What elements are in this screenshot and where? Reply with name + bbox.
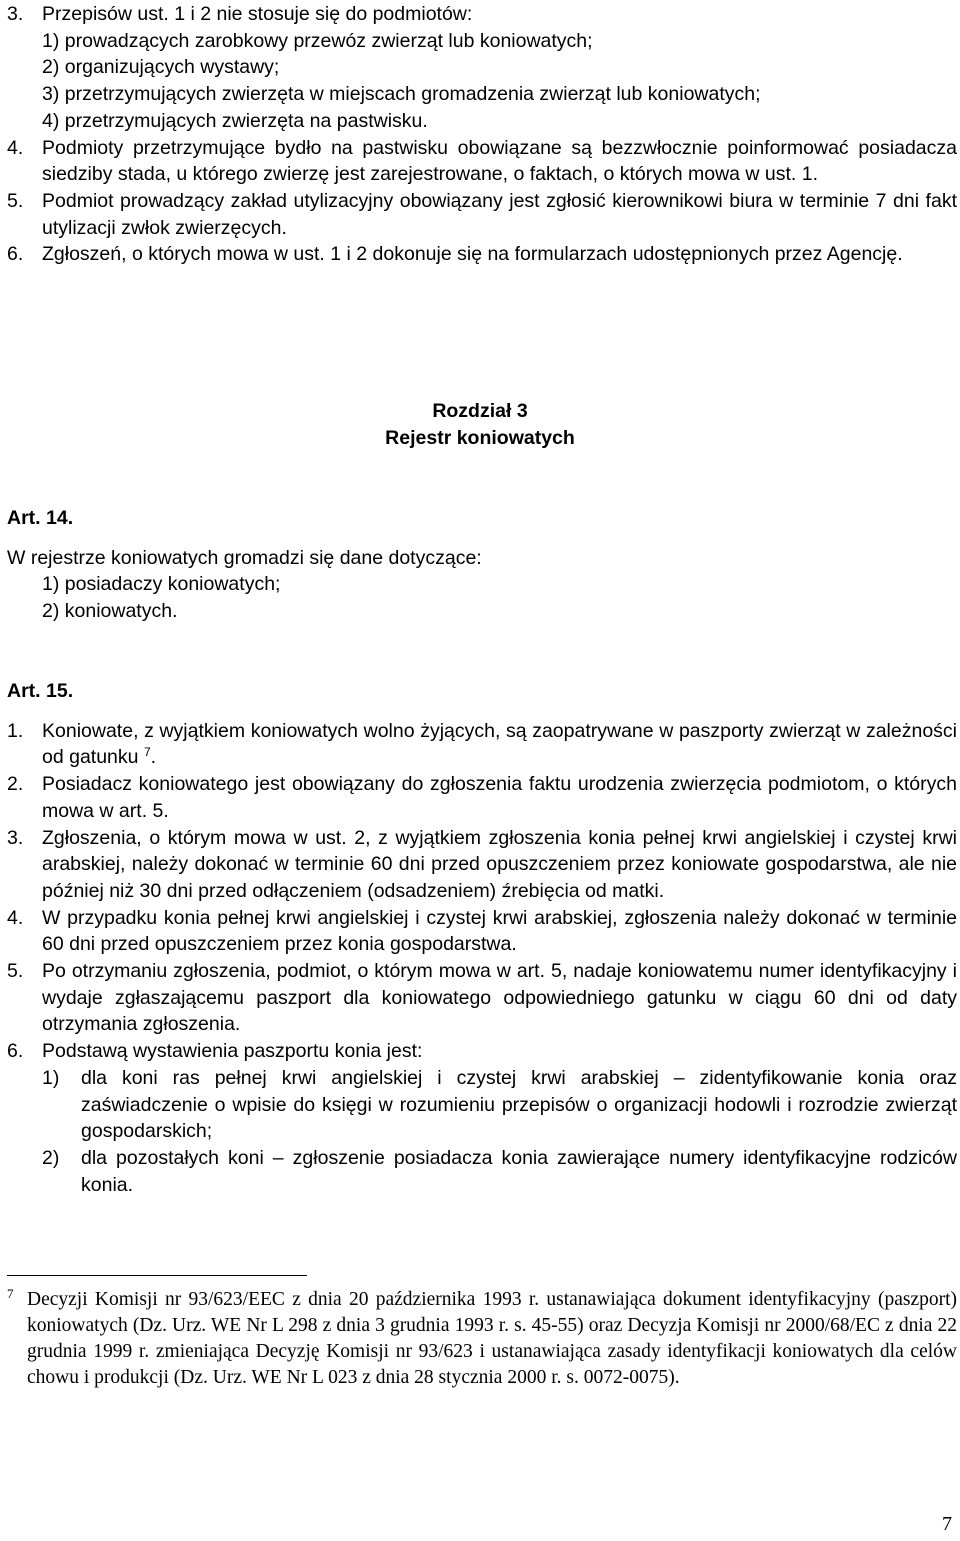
footnote-reference[interactable]: 7 (143, 745, 151, 760)
footnote-separator (7, 1275, 307, 1276)
item-text: Podmioty przetrzymujące bydło na pastwisku obowiązane są bezzwłocznie poinformować posiadacza siedziby stada, u którego zwierzę jest zarejestrowane, o faktach, o których mowa w ust. 1. (42, 136, 957, 186)
item-text: Zgłoszeń, o których mowa w ust. 1 i 2 dokonuje się na formularzach udostępnionych przez Agencję. (42, 243, 903, 266)
list-item (7, 135, 957, 188)
list-item (7, 1038, 957, 1065)
list-item (7, 1, 957, 135)
page-number: 7 (942, 1513, 952, 1535)
section-top (7, 1, 957, 268)
item-number: 4. (7, 136, 24, 159)
list-item (7, 825, 957, 905)
item-number: 3. (7, 3, 24, 25)
sub-item-text: dla koni ras pełnej krwi angielskiej i czystej krwi arabskiej – zidentyfikowanie konia oraz zaświadczenie o wpisie do księgi w rozumieniu przepisów o organizacji hodowli i rozrodzie zwierząt gospodarskich; (81, 1066, 957, 1143)
sub-item: 4) przetrzymujących zwierzęta na pastwisku. (42, 109, 428, 132)
sub-item (7, 1065, 957, 1145)
list-item (7, 905, 957, 958)
item-number: 3. (7, 826, 24, 849)
article-14 (7, 505, 957, 625)
item-text: Podmiot prowadzący zakład utylizacyjny obowiązany jest zgłosić kierownikowi biura w terminie 7 dni fakt utylizacji zwłok zwierzęcych. (42, 189, 957, 239)
sub-item: 3) przetrzymujących zwierzęta w miejscach gromadzenia zwierząt lub koniowatych; (42, 83, 761, 106)
sub-item: 1) prowadzących zarobkowy przewóz zwierząt lub koniowatych; (42, 29, 593, 52)
footnote (7, 1287, 957, 1391)
item-text (42, 718, 957, 771)
chapter-number: Rozdział 3 (432, 400, 528, 422)
footnote-text: Decyzji Komisji nr 93/623/EEC z dnia 20 października 1993 r. ustanawiająca dokument identyfikacyjny (paszport) koniowatych (Dz. Urz. WE Nr L 298 z dnia 3 grudnia 1993 r. s. 45-55) oraz Decyzja Komisji nr 2000/68/EC z dnia 22 grudnia 1999 r. zmieniająca Decyzję Komisji nr 93/623 i ustanawiająca zasady identyfikacji koniowatych dla celów chowu i produkcji (Dz. Urz. WE Nr L 023 z dnia 28 stycznia 2000 r. s. 0072-0075). (27, 1289, 957, 1388)
item-text: Podstawą wystawienia paszportu konia jest: (42, 1040, 423, 1063)
sub-item-number: 1) (42, 1066, 60, 1089)
list-item (7, 241, 957, 268)
item-number: 6. (7, 1040, 24, 1063)
item-number: 5. (7, 189, 24, 212)
item-number: 6. (7, 243, 24, 266)
item-number: 5. (7, 960, 24, 983)
sub-item: 1) posiadaczy koniowatych; (42, 573, 281, 596)
item-text: Posiadacz koniowatego jest obowiązany do zgłoszenia faktu urodzenia zwierzęcia podmiotom, o których mowa w art. 5. (42, 773, 957, 822)
sub-item-number: 2) (42, 1146, 60, 1169)
sub-item-text: dla pozostałych koni – zgłoszenie posiadacza konia zawierające numery identyfikacyjne rodziców konia. (81, 1146, 957, 1196)
item-number: 1. (7, 719, 24, 742)
item-number: 2. (7, 773, 24, 796)
item-text-end: . (150, 746, 157, 769)
sub-item: 2) organizujących wystawy; (42, 56, 280, 79)
item-text-body: Koniowate, z wyjątkiem koniowatych wolno żyjących, są zaopatrywane w paszporty zwierząt w zależności od gatunku (42, 719, 957, 769)
article-heading: Art. 14. (7, 507, 74, 529)
list-item (7, 718, 957, 771)
item-text: W przypadku konia pełnej krwi angielskiej i czystej krwi arabskiej, zgłoszenia należy dokonać w terminie 60 dni przed opuszczeniem przez konia gospodarstwa. (42, 906, 957, 956)
article-15 (7, 678, 957, 1198)
article-intro: W rejestrze koniowatych gromadzi się dane dotyczące: (7, 546, 482, 569)
sub-item (7, 1145, 957, 1198)
footnote-mark: 7 (7, 1286, 14, 1301)
item-text: Zgłoszenia, o którym mowa w ust. 2, z wyjątkiem zgłoszenia konia pełnej krwi angielskiej i czystej krwi arabskiej, należy dokonać w terminie 60 dni przed opuszczeniem przez koniowate gospodarstwa, ale nie później niż 30 dni przed odłączeniem (odsadzeniem) źrebięcia od matki. (42, 826, 957, 902)
list-item (7, 771, 957, 824)
article-heading: Art. 15. (7, 680, 74, 702)
list-item (7, 188, 957, 241)
list-item (7, 958, 957, 1038)
item-number: 4. (7, 906, 24, 929)
item-text: Przepisów ust. 1 i 2 nie stosuje się do podmiotów: (42, 3, 473, 25)
item-text: Po otrzymaniu zgłoszenia, podmiot, o którym mowa w art. 5, nadaje koniowatemu numer identyfikacyjny i wydaje zgłaszającemu paszport dla koniowatego odpowiedniego gatunku w ciągu 60 dni od daty otrzymania zgłoszenia. (42, 960, 957, 1036)
sub-item: 2) koniowatych. (42, 600, 178, 623)
chapter-title: Rejestr koniowatych (385, 427, 575, 449)
